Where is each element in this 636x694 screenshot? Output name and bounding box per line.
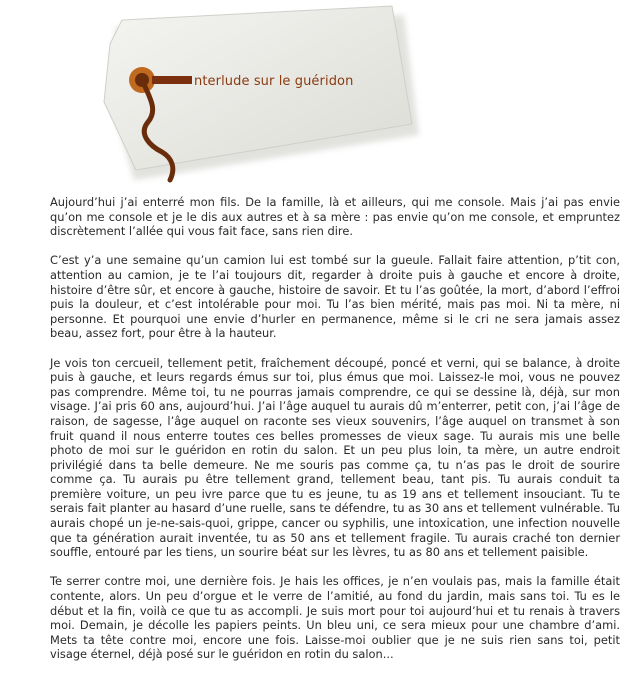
title-bar [152,76,192,84]
header-banner [0,0,636,185]
article-body [50,195,620,677]
paragraph-2: C’est y’a une semaine qu’un camion lui est tombé sur la gueule. Fallait faire attention, p’tit con, attention au camion, je te l’ai toujours dit, regarder à droite puis à gauche et encore à droite, histoire d’être sûr, et encore à gauche, histoire de savoir. Et tu l’as goûtée, la mort, d’abord l’effroi puis la douleur, et c’est intolérable pour moi. Tu l’as bien mérité, mais pas moi. Ni ta mère, ni personne. Et pourquoi une envie d’hurler en permanence, même si le cri ne sera jamais assez beau, assez fort, pour être à la hauteur. [50,253,620,341]
paragraph-3: Je vois ton cercueil, tellement petit, fraîchement découpé, poncé et verni, qui se balance, à droite puis à gauche, et leurs regards émus sur toi, plus émus que moi. Laissez-le moi, vous ne pouvez pas comprendre. Même toi, tu ne pourras jamais comprendre, ce qui se dessine là, déjà, sur mon visage. J’ai pris 60 ans, aujourd’hui. J’ai l’âge auquel tu aurais dû m’enterrer, petit con, j’ai l’âge de raison, de sagesse, l’âge auquel on raconte ses vieux souvenirs, l’âge auquel on transmet à son fruit quand il nous enterre toutes ces belles promesses de vieux sage. Tu aurais mis une belle photo de moi sur le guéridon en rotin du salon. Et un peu plus loin, ta mère, un autre endroit privilégié dans ta belle demeure. Ne me souris pas comme ça, tu n’as pas le droit de sourire comme ça. Tu aurais pu être tellement grand, tellement beau, tant pis. Tu aurais conduit ta première voiture, un peu ivre parce que tu es jeune, tu as 19 ans et tellement insouciant. Tu te serais fait planter au hasard d’une ruelle, sans te défendre, tu as 30 ans et tellement vulnérable. Tu aurais chopé un je-ne-sais-quoi, grippe, cancer ou syphilis, une intoxication, une infection nouvelle que ta génération aurait inventée, tu as 50 ans et tellement fragile. Tu aurais craché ton dernier souffle, entouré par les tiens, un sourire béat sur les lèvres, tu as 80 ans et tellement paisible. [50,355,620,560]
paragraph-1: Aujourd’hui j’ai enterré mon fils. De la famille, là et ailleurs, qui me console. Mais j’ai pas envie qu’on me console et je le dis aux autres et à sa mère : pas envie qu’on me console, et empruntez discrètement l’allée qui vous fait face, sans rien dire. [50,195,620,239]
paper-tag-illustration [0,0,636,185]
page-title: nterlude sur le guéridon [194,74,354,89]
paragraph-4: Te serrer contre moi, une dernière fois. Je hais les offices, je n’en voulais pas, mais la famille était contente, alors. Un peu d’orgue et le verre de l’amitié, au fond du jardin, mais sans toi. Tu es le début et la fin, voilà ce que tu as accompli. Je suis mort pour toi aujourd’hui et tu renais à travers moi. Demain, je décolle les papiers peints. Un bleu uni, ce sera mieux pour une chambre d’ami. Mets ta tête contre moi, encore une fois. Laisse-moi oublier que je ne suis rien sans toi, petit visage éternel, déjà posé sur le guéridon en rotin du salon... [50,574,620,662]
